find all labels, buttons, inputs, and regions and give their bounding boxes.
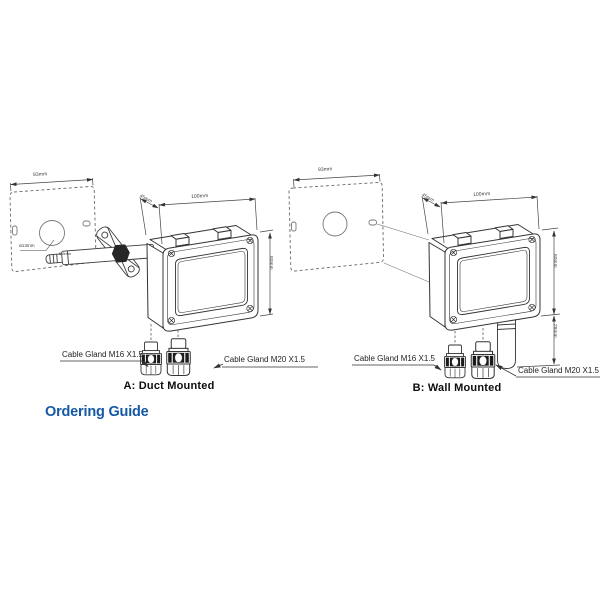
cable-gland-m20-a (167, 339, 191, 376)
dim-label-height-b: 80mm (552, 254, 557, 268)
duct-hole (40, 221, 65, 246)
dim-label-height-a: 80mm (268, 256, 273, 270)
caption-wall-mounted: B: Wall Mounted (412, 382, 502, 394)
dim-label-width-b: 100mm (472, 190, 491, 198)
enclosure-b (429, 225, 540, 331)
cable-gland-m16-a (141, 342, 162, 375)
projection-lines-b (377, 224, 429, 282)
gland-label-m16-a: Cable Gland M16 X1.5 (62, 350, 143, 359)
gland-label-m20-b: Cable Gland M20 X1.5 (518, 366, 599, 375)
dim-label-plate-width-a: 93mm (32, 171, 48, 178)
dim-label-probe-tip-a: 5.8mm (59, 251, 72, 256)
diagram-b-wall-mounted (289, 174, 600, 378)
dim-label-depth-b: 45mm (421, 192, 436, 203)
ordering-guide-heading: Ordering Guide (45, 404, 149, 420)
diagram-a-duct-mounted (10, 178, 318, 375)
dim-plate-width-a (10, 178, 93, 191)
gland-label-m20-a: Cable Gland M20 X1.5 (224, 355, 305, 364)
cable-gland-m16-b (445, 345, 466, 378)
dim-plate-width-b (293, 174, 380, 187)
cable-gland-m20-b (471, 342, 495, 379)
dim-label-hole-dia-a: ø13mm (19, 243, 35, 248)
dim-label-depth-a: 45mm (139, 193, 154, 204)
gland-label-m16-b: Cable Gland M16 X1.5 (354, 354, 435, 363)
wall-hole (323, 212, 347, 236)
enclosure-a (147, 226, 258, 332)
caption-duct-mounted: A: Duct Mounted (123, 380, 215, 392)
dim-label-plate-width-b: 93mm (317, 166, 333, 173)
wall-mounting-plate (289, 182, 384, 271)
dim-label-width-a: 100mm (190, 192, 209, 200)
dim-label-probe-ext-b: 28mm (552, 324, 557, 338)
